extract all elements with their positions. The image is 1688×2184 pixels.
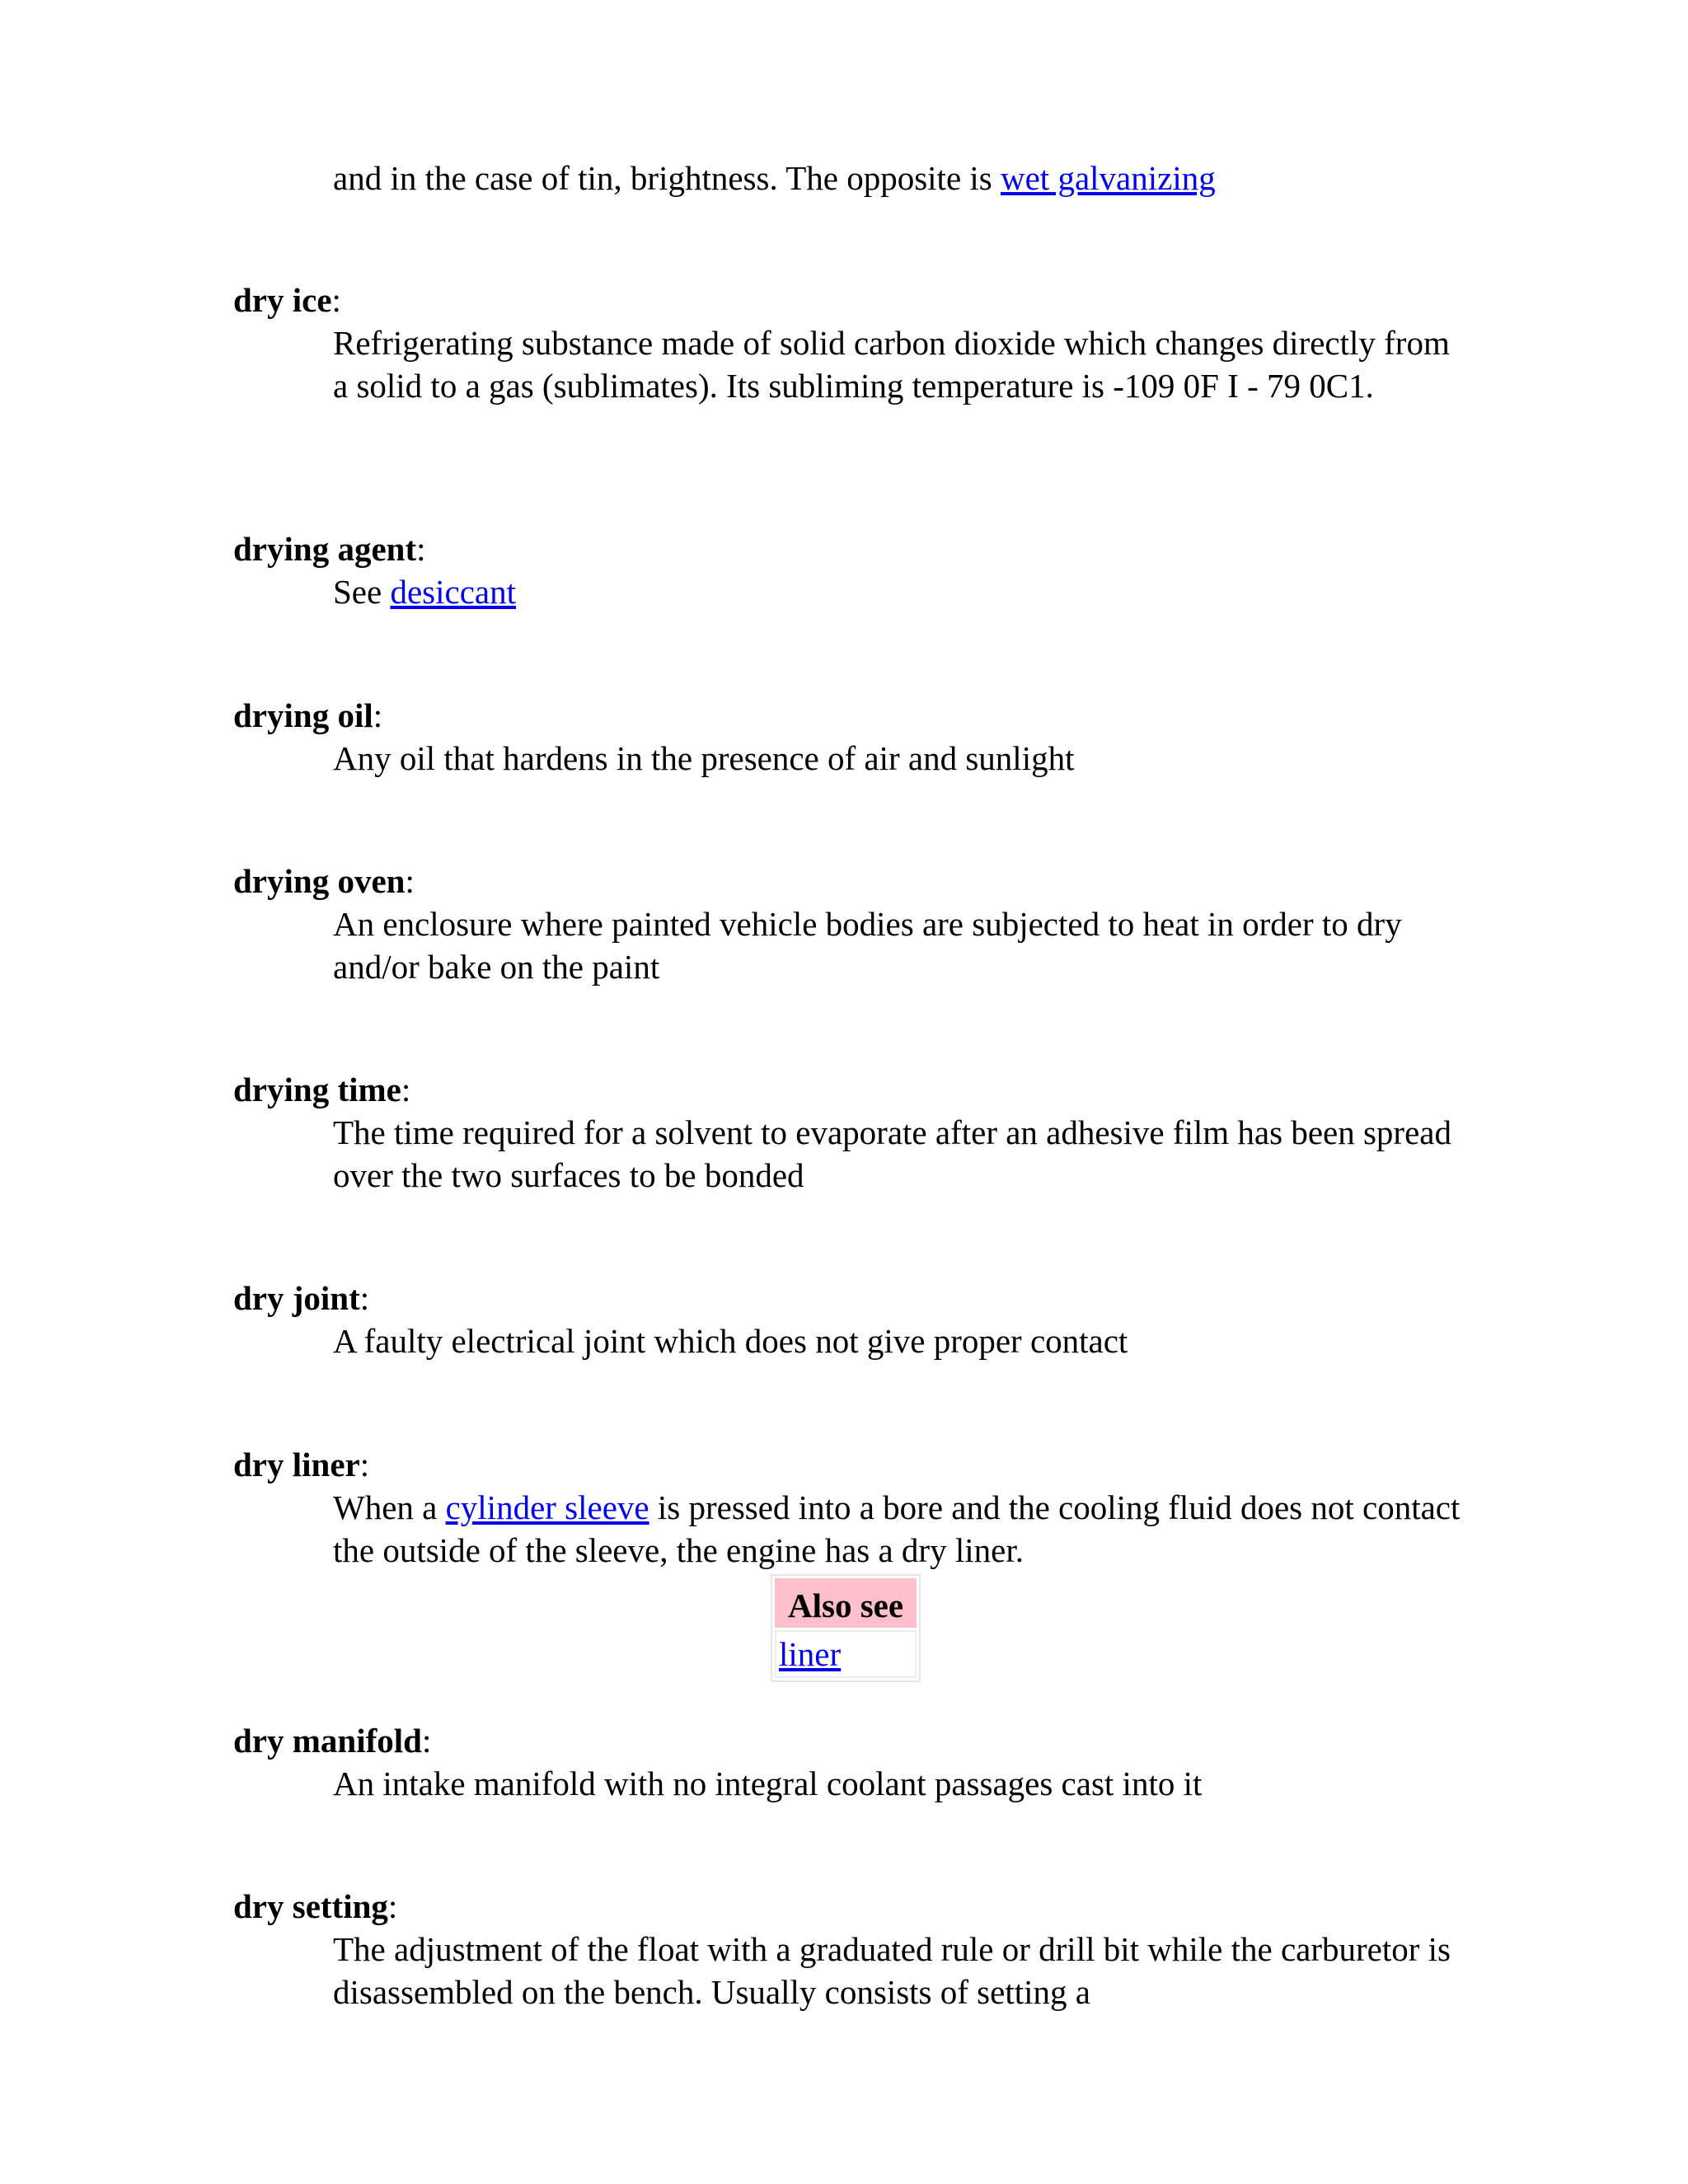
entry-drying-oven: drying oven: An enclosure where painted vehicle bodies are subjected to heat in order to dry and/or bake on the paint — [233, 860, 1470, 988]
term-drying-time: drying time — [233, 1071, 401, 1108]
entry-drying-oil: drying oil: Any oil that hardens in the presence of air and sunlight — [233, 694, 1470, 780]
entry-dry-setting: dry setting: The adjustment of the float with a graduated rule or drill bit while the carburetor is disassembled on the bench. Usually consists of setting a — [233, 1885, 1470, 2013]
entry-drying-agent: drying agent: See desiccant — [233, 527, 1470, 613]
term-dry-manifold: dry manifold — [233, 1722, 422, 1760]
term-dry-joint: dry joint — [233, 1279, 360, 1317]
entry-dry-ice: dry ice: Refrigerating substance made of solid carbon dioxide which changes directly from a solid to a gas (sublimates). Its subliming temperature is -109 0F I - 79 0C1. — [233, 279, 1470, 407]
also-see-box — [771, 1574, 921, 1682]
also-see-cell — [775, 1630, 917, 1678]
entry-drying-time: drying time: The time required for a solvent to evaporate after an adhesive film has been spread over the two surfaces to be bonded — [233, 1068, 1470, 1197]
term-drying-oil: drying oil — [233, 696, 373, 734]
term-drying-agent: drying agent — [233, 530, 417, 568]
also-see-header: Also see — [775, 1578, 917, 1628]
definition-drying-oven: An enclosure where painted vehicle bodies are subjected to heat in order to dry and/or bake on the paint — [333, 905, 1402, 986]
entry-dry-joint: dry joint: A faulty electrical joint which does not give proper contact — [233, 1277, 1470, 1362]
definition-dry-manifold: An intake manifold with no integral coolant passages cast into it — [333, 1765, 1203, 1802]
definition-dry-joint: A faulty electrical joint which does not give proper contact — [333, 1322, 1128, 1360]
term-dry-ice: dry ice — [233, 281, 332, 319]
link-desiccant[interactable]: desiccant — [390, 573, 516, 611]
definition-dry-setting: The adjustment of the float with a graduated rule or drill bit while the carburetor is disassembled on the bench. Usually consists of setting a — [333, 1930, 1451, 2011]
definition-dry-liner: When a cylinder sleeve is pressed into a bore and the cooling fluid does not contact the outside of the sleeve, the engine has a dry liner. — [333, 1488, 1461, 1569]
term-dry-liner: dry liner — [233, 1446, 360, 1483]
definition-drying-time: The time required for a solvent to evaporate after an adhesive film has been spread over the two surfaces to be bonded — [333, 1113, 1451, 1194]
definition-drying-oil: Any oil that hardens in the presence of air and sunlight — [333, 739, 1075, 777]
lead-text: and in the case of tin, brightness. The opposite is — [333, 159, 1001, 197]
definition-drying-agent: See desiccant — [333, 573, 516, 611]
entry-dry-manifold: dry manifold: An intake manifold with no integral coolant passages cast into it — [233, 1719, 1470, 1805]
term-dry-setting: dry setting — [233, 1887, 388, 1925]
link-wet-galvanizing[interactable]: wet galvanizing — [1001, 159, 1216, 197]
entry-dry-liner: dry liner: When a cylinder sleeve is pressed into a bore and the cooling fluid does not contact the outside of the sleeve, the engine has a dry liner. — [233, 1443, 1470, 1572]
term-drying-oven: drying oven — [233, 862, 406, 900]
link-cylinder-sleeve[interactable]: cylinder sleeve — [445, 1488, 649, 1526]
link-liner[interactable]: liner — [779, 1635, 842, 1673]
lead-continuation — [333, 157, 1470, 199]
definition-dry-ice: Refrigerating substance made of solid carbon dioxide which changes directly from a solid to a gas (sublimates). Its subliming temperature is -109 0F I - 79 0C1. — [333, 324, 1450, 405]
